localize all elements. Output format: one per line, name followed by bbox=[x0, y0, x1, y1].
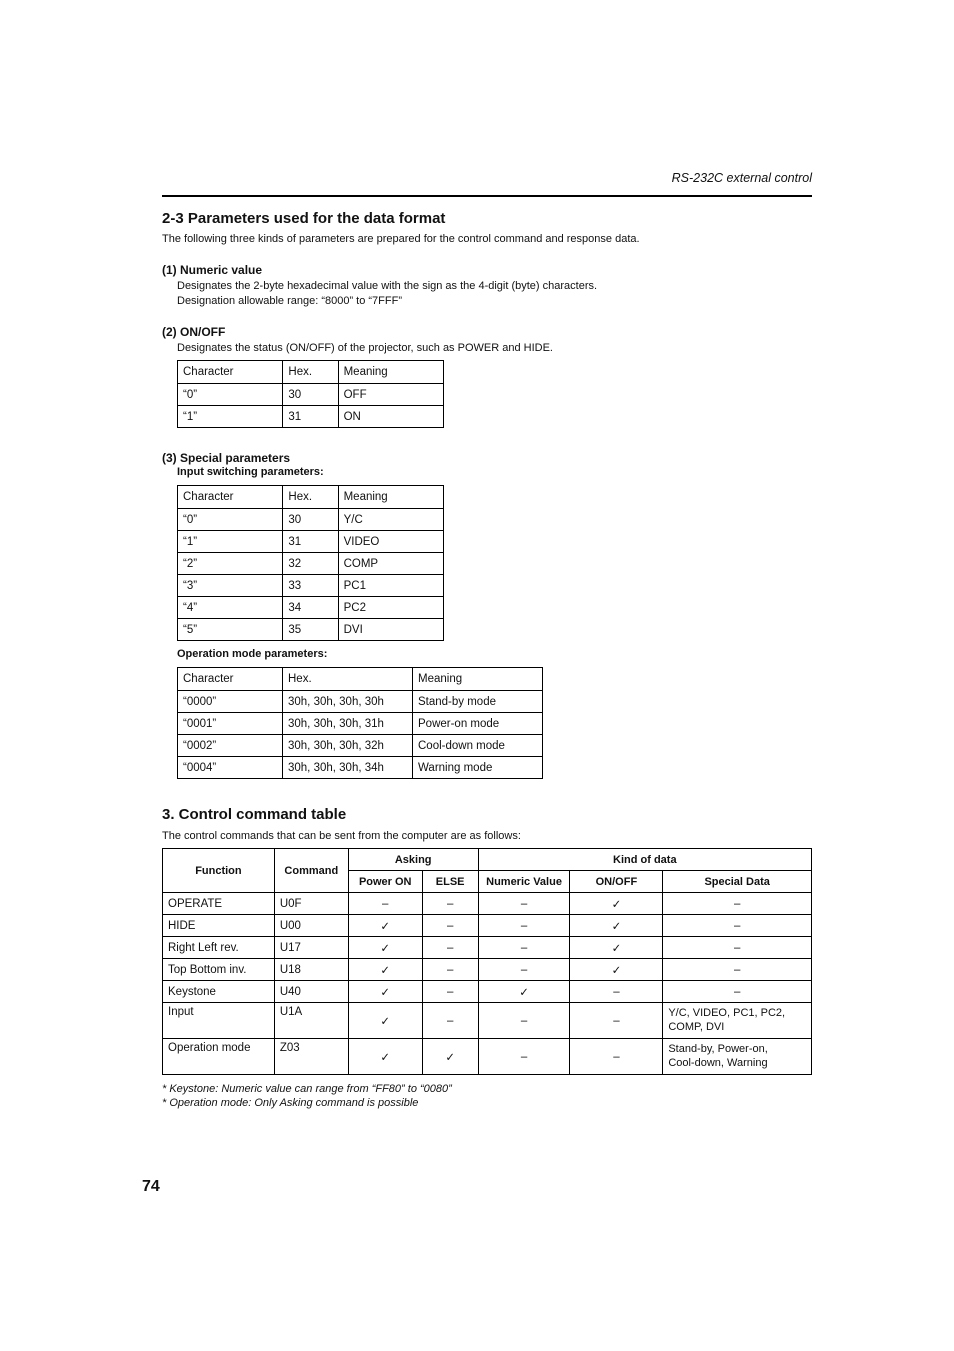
table-cell: 30 bbox=[283, 384, 338, 406]
power-on-cell: ✓ bbox=[348, 937, 422, 959]
table-row bbox=[163, 1039, 812, 1075]
numeric-value-cell: – bbox=[478, 937, 570, 959]
footnote-operation-mode: * Operation mode: Only Asking command is possible bbox=[162, 1097, 419, 1109]
table-row bbox=[178, 509, 444, 531]
table-row bbox=[178, 735, 543, 757]
table-cell: Y/C bbox=[338, 509, 443, 531]
numeric-value-cell: – bbox=[478, 893, 570, 915]
table-row bbox=[178, 713, 543, 735]
special-data-header: Special Data bbox=[663, 871, 812, 893]
table-row bbox=[178, 691, 543, 713]
table-row bbox=[178, 553, 444, 575]
else-cell: – bbox=[422, 915, 478, 937]
special-data-cell: – bbox=[663, 981, 812, 1003]
table-cell: Cool-down mode bbox=[413, 735, 543, 757]
table-row bbox=[178, 384, 444, 406]
table-cell: 34 bbox=[283, 597, 338, 619]
function-cell: HIDE bbox=[163, 915, 275, 937]
else-cell: ✓ bbox=[422, 1039, 478, 1075]
table-cell: 32 bbox=[283, 553, 338, 575]
table-cell: “4” bbox=[178, 597, 283, 619]
command-cell: U17 bbox=[274, 937, 348, 959]
command-cell: U00 bbox=[274, 915, 348, 937]
function-cell: Operation mode bbox=[163, 1039, 275, 1075]
numeric-value-line-1: Designates the 2-byte hexadecimal value with the sign as the 4-digit (byte) characters. bbox=[177, 280, 598, 292]
input-switching-label: Input switching parameters: bbox=[177, 466, 324, 478]
power-on-cell: – bbox=[348, 893, 422, 915]
column-header: Hex. bbox=[283, 361, 338, 384]
function-cell: OPERATE bbox=[163, 893, 275, 915]
else-cell: – bbox=[422, 893, 478, 915]
table-cell: PC2 bbox=[338, 597, 443, 619]
numeric-value-header: Numeric Value bbox=[478, 871, 570, 893]
table-cell: 33 bbox=[283, 575, 338, 597]
operation-mode-label: Operation mode parameters: bbox=[177, 648, 328, 660]
table-row bbox=[163, 1003, 812, 1039]
numeric-value-cell: – bbox=[478, 1003, 570, 1039]
onoff-cell: – bbox=[570, 1003, 663, 1039]
table-cell: “3” bbox=[178, 575, 283, 597]
asking-header: Asking bbox=[348, 849, 478, 871]
command-cell: U0F bbox=[274, 893, 348, 915]
function-cell: Keystone bbox=[163, 981, 275, 1003]
table-cell: 30h, 30h, 30h, 30h bbox=[283, 691, 413, 713]
column-header: Hex. bbox=[283, 486, 338, 509]
table-row bbox=[178, 531, 444, 553]
special-data-cell: – bbox=[663, 959, 812, 981]
onoff-cell: – bbox=[570, 981, 663, 1003]
control-command-table bbox=[162, 848, 812, 1075]
onoff-table bbox=[177, 360, 444, 428]
table-row bbox=[178, 575, 444, 597]
power-on-cell: ✓ bbox=[348, 1003, 422, 1039]
command-cell: U40 bbox=[274, 981, 348, 1003]
running-header: RS-232C external control bbox=[671, 171, 812, 185]
table-cell: Power-on mode bbox=[413, 713, 543, 735]
table-cell: “1” bbox=[178, 531, 283, 553]
onoff-heading: (2) ON/OFF bbox=[162, 325, 226, 339]
table-cell: Warning mode bbox=[413, 757, 543, 779]
numeric-value-cell: – bbox=[478, 915, 570, 937]
else-cell: – bbox=[422, 1003, 478, 1039]
numeric-value-cell: ✓ bbox=[478, 981, 570, 1003]
table-cell: DVI bbox=[338, 619, 443, 641]
table-cell: “0004” bbox=[178, 757, 283, 779]
power-on-cell: ✓ bbox=[348, 1039, 422, 1075]
function-header: Function bbox=[163, 849, 275, 893]
table-cell: “0” bbox=[178, 509, 283, 531]
input-switching-table bbox=[177, 485, 444, 641]
onoff-header: ON/OFF bbox=[570, 871, 663, 893]
column-header: Meaning bbox=[338, 486, 443, 509]
table-row bbox=[163, 893, 812, 915]
column-header: Character bbox=[178, 361, 283, 384]
function-cell: Top Bottom inv. bbox=[163, 959, 275, 981]
table-cell: 30 bbox=[283, 509, 338, 531]
table-row bbox=[178, 597, 444, 619]
numeric-value-line-2: Designation allowable range: “8000” to “7FFF” bbox=[177, 295, 403, 307]
table-cell: 31 bbox=[283, 531, 338, 553]
table-cell: VIDEO bbox=[338, 531, 443, 553]
else-header: ELSE bbox=[422, 871, 478, 893]
special-data-cell: Stand-by, Power-on, Cool-down, Warning bbox=[663, 1039, 812, 1075]
power-on-cell: ✓ bbox=[348, 981, 422, 1003]
table-header-row bbox=[178, 668, 543, 691]
table-cell: 30h, 30h, 30h, 31h bbox=[283, 713, 413, 735]
table-cell: 31 bbox=[283, 406, 338, 428]
command-cell: Z03 bbox=[274, 1039, 348, 1075]
page-number: 74 bbox=[142, 1178, 160, 1195]
onoff-cell: – bbox=[570, 1039, 663, 1075]
onoff-cell: ✓ bbox=[570, 937, 663, 959]
operation-mode-table bbox=[177, 667, 543, 779]
power-on-cell: ✓ bbox=[348, 959, 422, 981]
footnote-keystone: * Keystone: Numeric value can range from “FF80” to “0080” bbox=[162, 1083, 452, 1095]
table-row bbox=[178, 406, 444, 428]
table-cell: OFF bbox=[338, 384, 443, 406]
header-rule bbox=[162, 195, 812, 197]
table-cell: “1” bbox=[178, 406, 283, 428]
column-header: Meaning bbox=[413, 668, 543, 691]
special-data-cell: – bbox=[663, 893, 812, 915]
numeric-value-cell: – bbox=[478, 1039, 570, 1075]
section-3-intro: The control commands that can be sent from the computer are as follows: bbox=[162, 830, 521, 842]
table-cell: Stand-by mode bbox=[413, 691, 543, 713]
table-header-row bbox=[178, 486, 444, 509]
table-header-row bbox=[163, 849, 812, 871]
function-cell: Right Left rev. bbox=[163, 937, 275, 959]
table-header-row bbox=[178, 361, 444, 384]
table-row bbox=[163, 981, 812, 1003]
column-header: Meaning bbox=[338, 361, 443, 384]
table-row bbox=[163, 915, 812, 937]
onoff-cell: ✓ bbox=[570, 893, 663, 915]
onoff-cell: ✓ bbox=[570, 915, 663, 937]
onoff-description: Designates the status (ON/OFF) of the projector, such as POWER and HIDE. bbox=[177, 342, 553, 354]
command-cell: U18 bbox=[274, 959, 348, 981]
section-3-title: 3. Control command table bbox=[162, 806, 347, 823]
column-header: Character bbox=[178, 486, 283, 509]
else-cell: – bbox=[422, 959, 478, 981]
table-cell: “5” bbox=[178, 619, 283, 641]
table-cell: ON bbox=[338, 406, 443, 428]
table-cell: 30h, 30h, 30h, 34h bbox=[283, 757, 413, 779]
table-cell: “0001” bbox=[178, 713, 283, 735]
table-cell: 30h, 30h, 30h, 32h bbox=[283, 735, 413, 757]
kind-of-data-header: Kind of data bbox=[478, 849, 811, 871]
table-cell: “0002” bbox=[178, 735, 283, 757]
special-data-cell: Y/C, VIDEO, PC1, PC2, COMP, DVI bbox=[663, 1003, 812, 1039]
special-params-heading: (3) Special parameters bbox=[162, 451, 291, 465]
table-row bbox=[163, 959, 812, 981]
power-on-cell: ✓ bbox=[348, 915, 422, 937]
else-cell: – bbox=[422, 937, 478, 959]
else-cell: – bbox=[422, 981, 478, 1003]
section-2-3-intro: The following three kinds of parameters are prepared for the control command and response data. bbox=[162, 233, 640, 245]
column-header: Hex. bbox=[283, 668, 413, 691]
command-cell: U1A bbox=[274, 1003, 348, 1039]
section-2-3-title: 2-3 Parameters used for the data format bbox=[162, 210, 446, 227]
function-cell: Input bbox=[163, 1003, 275, 1039]
command-header: Command bbox=[274, 849, 348, 893]
table-cell: “2” bbox=[178, 553, 283, 575]
table-row bbox=[178, 619, 444, 641]
numeric-value-cell: – bbox=[478, 959, 570, 981]
numeric-value-heading: (1) Numeric value bbox=[162, 263, 263, 277]
table-cell: PC1 bbox=[338, 575, 443, 597]
table-cell: COMP bbox=[338, 553, 443, 575]
onoff-cell: ✓ bbox=[570, 959, 663, 981]
table-cell: 35 bbox=[283, 619, 338, 641]
power-on-header: Power ON bbox=[348, 871, 422, 893]
column-header: Character bbox=[178, 668, 283, 691]
table-cell: “0” bbox=[178, 384, 283, 406]
special-data-cell: – bbox=[663, 915, 812, 937]
table-cell: “0000” bbox=[178, 691, 283, 713]
special-data-cell: – bbox=[663, 937, 812, 959]
table-row bbox=[163, 937, 812, 959]
table-row bbox=[178, 757, 543, 779]
